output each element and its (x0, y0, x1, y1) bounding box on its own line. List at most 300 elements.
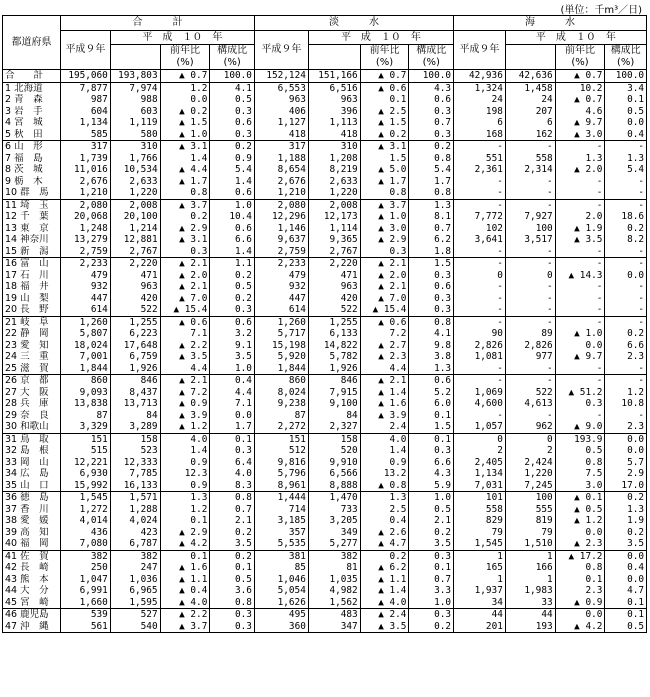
cell-t10: 7,785 (110, 468, 160, 480)
cell-fy: ▲ 3.9 (360, 410, 409, 422)
cell-ts: 1.4 (210, 246, 255, 258)
cell-fy: ▲ 0.7 (360, 70, 409, 83)
pref-cell: 46 鹿児島 (3, 609, 61, 621)
cell-fy: ▲ 2.4 (360, 609, 409, 621)
cell-ty: ▲ 0.9 (160, 398, 210, 410)
cell-s9: - (454, 293, 506, 305)
cell-ss: 1.2 (605, 387, 647, 399)
cell-t9: 4,014 (61, 515, 111, 527)
cell-ss: - (605, 316, 647, 328)
cell-f9: 1,844 (254, 363, 308, 375)
cell-fs: 1.8 (409, 246, 454, 258)
cell-s10: - (505, 187, 555, 199)
cell-fs: 9.8 (409, 340, 454, 352)
cell-sy: ▲ 9.0 (555, 421, 605, 433)
cell-s10: 7,245 (505, 480, 555, 492)
cell-ty: ▲ 2.1 (160, 375, 210, 387)
cell-f10: 6,516 (308, 82, 360, 94)
cell-sy: 3.0 (555, 480, 605, 492)
pref-cell: 37 香 川 (3, 504, 61, 516)
cell-sy: ▲ 3.0 (555, 129, 605, 141)
cell-ts: 7.1 (210, 398, 255, 410)
pref-cell: 32 島 根 (3, 445, 61, 457)
cell-s10: - (505, 293, 555, 305)
cell-fs: 0.7 (409, 117, 454, 129)
cell-f10: 520 (308, 445, 360, 457)
pref-cell: 13 東 京 (3, 223, 61, 235)
cell-s10: - (505, 199, 555, 211)
cell-s9: - (454, 304, 506, 316)
cell-ss: 0.0 (605, 550, 647, 562)
cell-sy: - (555, 187, 605, 199)
cell-fy: ▲ 2.5 (360, 106, 409, 118)
cell-sy: 0.0 (555, 609, 605, 621)
cell-t10: 382 (110, 550, 160, 562)
cell-fy: ▲ 0.6 (360, 82, 409, 94)
cell-fy: 1.4 (360, 445, 409, 457)
cell-sy: 2.3 (555, 585, 605, 597)
cell-t10: 6,759 (110, 351, 160, 363)
cell-t10: 2,767 (110, 246, 160, 258)
table-row (3, 363, 647, 375)
table-row (3, 304, 647, 316)
cell-f9: 5,054 (254, 585, 308, 597)
cell-ts: 0.5 (210, 281, 255, 293)
cell-ss: 5.7 (605, 457, 647, 469)
cell-t9: 561 (61, 621, 111, 633)
cell-ts: 9.1 (210, 340, 255, 352)
cell-t10: 540 (110, 621, 160, 633)
cell-ty: ▲ 4.0 (160, 597, 210, 609)
cell-t9: 250 (61, 562, 111, 574)
cell-s10: - (505, 304, 555, 316)
cell-fy: ▲ 2.1 (360, 258, 409, 270)
cell-ss: 2.3 (605, 351, 647, 363)
cell-ts: 0.6 (210, 223, 255, 235)
cell-t10: 12,333 (110, 457, 160, 469)
cell-s9: - (454, 258, 506, 270)
cell-f10: 151,166 (308, 70, 360, 83)
cell-s9: 198 (454, 106, 506, 118)
pref-cell: 4 宮 城 (3, 117, 61, 129)
total-group-header: 合 計 (61, 16, 255, 31)
cell-fy: 0.2 (360, 550, 409, 562)
cell-s10: 4,613 (505, 398, 555, 410)
cell-s10: 0 (505, 433, 555, 445)
cell-f10: 1,113 (308, 117, 360, 129)
cell-ts: 1.1 (210, 258, 255, 270)
cell-fs: 1.5 (409, 258, 454, 270)
cell-sy: - (555, 293, 605, 305)
table-row (3, 223, 647, 235)
cell-f10: 12,173 (308, 211, 360, 223)
cell-s9: 102 (454, 223, 506, 235)
cell-t10: 1,119 (110, 117, 160, 129)
cell-s9: 90 (454, 328, 506, 340)
cell-ts: 0.7 (210, 504, 255, 516)
cell-f9: 85 (254, 562, 308, 574)
cell-t10: 1,214 (110, 223, 160, 235)
cell-fs: 5.9 (409, 480, 454, 492)
cell-t10: 3,289 (110, 421, 160, 433)
cell-ty: ▲ 15.4 (160, 304, 210, 316)
cell-s9: 44 (454, 609, 506, 621)
cell-fs: 0.3 (409, 445, 454, 457)
cell-sy: ▲ 0.5 (555, 504, 605, 516)
cell-s10: 555 (505, 504, 555, 516)
cell-ty: 7.1 (160, 328, 210, 340)
cell-ts: 0.3 (210, 129, 255, 141)
cell-f10: 2,767 (308, 246, 360, 258)
cell-fs: 0.6 (409, 94, 454, 106)
cell-ty: ▲ 3.1 (160, 234, 210, 246)
cell-fs: 1.7 (409, 176, 454, 188)
cell-fy: ▲ 3.5 (360, 621, 409, 633)
cell-f10: 310 (308, 141, 360, 153)
table-row (3, 445, 647, 457)
cell-ts: 100.0 (210, 70, 255, 83)
cell-ss: 3.5 (605, 538, 647, 550)
cell-t10: 423 (110, 527, 160, 539)
cell-sy: ▲ 14.3 (555, 270, 605, 282)
cell-sy: ▲ 9.7 (555, 351, 605, 363)
cell-f10: 963 (308, 281, 360, 293)
cell-ts: 6.6 (210, 234, 255, 246)
total-h10-header: 平 成 １０ 年 (110, 31, 254, 45)
cell-f10: 3,205 (308, 515, 360, 527)
cell-ty: 0.2 (160, 211, 210, 223)
cell-f9: 406 (254, 106, 308, 118)
cell-fy: ▲ 3.0 (360, 223, 409, 235)
cell-t10: 522 (110, 304, 160, 316)
cell-t9: 585 (61, 129, 111, 141)
cell-ss: 0.0 (605, 574, 647, 586)
cell-s10: - (505, 246, 555, 258)
cell-t9: 18,024 (61, 340, 111, 352)
cell-s10: 100 (505, 492, 555, 504)
cell-s10: - (505, 316, 555, 328)
cell-fy: 0.4 (360, 515, 409, 527)
cell-f9: 2,272 (254, 421, 308, 433)
cell-ss: - (605, 176, 647, 188)
cell-ty: ▲ 2.0 (160, 270, 210, 282)
cell-ss: 6.6 (605, 340, 647, 352)
cell-t9: 87 (61, 410, 111, 422)
table-row (3, 480, 647, 492)
cell-ss: 0.4 (605, 129, 647, 141)
cell-fs: 8.1 (409, 211, 454, 223)
cell-fs: 4.3 (409, 82, 454, 94)
cell-s9: 2,361 (454, 164, 506, 176)
pref-cell: 47 沖 縄 (3, 621, 61, 633)
cell-ty: ▲ 3.7 (160, 621, 210, 633)
cell-f9: 963 (254, 94, 308, 106)
cell-t9: 2,759 (61, 246, 111, 258)
pref-cell: 42 長 崎 (3, 562, 61, 574)
total-yoy-header: 前年比 (%) (160, 45, 210, 70)
cell-t10: 2,008 (110, 199, 160, 211)
cell-f9: 418 (254, 129, 308, 141)
pref-cell: 14 神奈川 (3, 234, 61, 246)
cell-ts: 10.4 (210, 211, 255, 223)
cell-t9: 1,739 (61, 153, 111, 165)
table-row (3, 106, 647, 118)
cell-f10: 1,562 (308, 597, 360, 609)
cell-t10: 12,881 (110, 234, 160, 246)
cell-t9: 515 (61, 445, 111, 457)
cell-ss: - (605, 141, 647, 153)
cell-fs: 0.1 (409, 433, 454, 445)
cell-s9: 7,772 (454, 211, 506, 223)
cell-t10: 10,534 (110, 164, 160, 176)
cell-f9: 479 (254, 270, 308, 282)
cell-ty: ▲ 7.2 (160, 387, 210, 399)
cell-t10: 158 (110, 433, 160, 445)
cell-t9: 604 (61, 106, 111, 118)
cell-f10: 349 (308, 527, 360, 539)
cell-ts: 3.5 (210, 351, 255, 363)
cell-t10: 247 (110, 562, 160, 574)
cell-fy: ▲ 2.6 (360, 527, 409, 539)
cell-sy: ▲ 0.7 (555, 70, 605, 83)
table-row (3, 141, 647, 153)
cell-f10: 420 (308, 293, 360, 305)
cell-fs: 100.0 (409, 70, 454, 83)
cell-s9: 1 (454, 550, 506, 562)
pref-cell: 9 栃 木 (3, 176, 61, 188)
cell-ty: 0.8 (160, 187, 210, 199)
cell-sy: ▲ 0.7 (555, 94, 605, 106)
cell-s10: - (505, 258, 555, 270)
cell-fy: ▲ 1.0 (360, 211, 409, 223)
cell-fs: 3.3 (409, 585, 454, 597)
cell-f10: 2,220 (308, 258, 360, 270)
table-row (3, 387, 647, 399)
cell-f10: 1,926 (308, 363, 360, 375)
pref-cell: 34 広 島 (3, 468, 61, 480)
pref-cell: 7 福 島 (3, 153, 61, 165)
cell-f9: 360 (254, 621, 308, 633)
cell-fs: 0.3 (409, 609, 454, 621)
table-row (3, 164, 647, 176)
cell-sy: ▲ 1.9 (555, 223, 605, 235)
cell-t10: 16,133 (110, 480, 160, 492)
cell-f9: 8,961 (254, 480, 308, 492)
cell-s9: 829 (454, 515, 506, 527)
cell-t10: 7,974 (110, 82, 160, 94)
cell-ts: 0.3 (210, 106, 255, 118)
cell-sy: - (555, 316, 605, 328)
cell-s9: 558 (454, 504, 506, 516)
cell-ss: 10.8 (605, 398, 647, 410)
cell-f9: 5,717 (254, 328, 308, 340)
cell-fy: 2.5 (360, 504, 409, 516)
cell-sy: 1.3 (555, 153, 605, 165)
cell-fs: 0.8 (409, 187, 454, 199)
cell-ts: 1.0 (210, 363, 255, 375)
cell-ss: 0.0 (605, 433, 647, 445)
cell-sy: ▲ 2.0 (555, 164, 605, 176)
cell-ts: 4.4 (210, 387, 255, 399)
sea-group-header: 海 水 (454, 16, 647, 31)
cell-f10: 1,114 (308, 223, 360, 235)
cell-fy: ▲ 1.4 (360, 387, 409, 399)
cell-f10: 81 (308, 562, 360, 574)
pref-cell: 10 群 馬 (3, 187, 61, 199)
cell-t10: 1,766 (110, 153, 160, 165)
fresh-h9-header: 平成９年 (254, 31, 308, 70)
cell-sy: - (555, 141, 605, 153)
cell-s9: 3,641 (454, 234, 506, 246)
cell-fs: 5.4 (409, 164, 454, 176)
cell-t9: 860 (61, 375, 111, 387)
cell-ty: ▲ 3.9 (160, 410, 210, 422)
cell-f10: 2,633 (308, 176, 360, 188)
cell-fy: 1.3 (360, 492, 409, 504)
table-row (3, 550, 647, 562)
table-row (3, 340, 647, 352)
pref-cell: 17 石 川 (3, 270, 61, 282)
cell-s10: 1,220 (505, 468, 555, 480)
cell-ss: 0.2 (605, 223, 647, 235)
cell-s10: 42,636 (505, 70, 555, 83)
sea-yoy-header: 前年比 (%) (555, 45, 605, 70)
cell-ts: 1.4 (210, 176, 255, 188)
cell-s10: 2,826 (505, 340, 555, 352)
cell-f10: 6,133 (308, 328, 360, 340)
cell-ty: ▲ 2.9 (160, 527, 210, 539)
cell-s10: 1,458 (505, 82, 555, 94)
cell-s10: 33 (505, 597, 555, 609)
pref-cell: 38 愛 媛 (3, 515, 61, 527)
cell-ty: ▲ 1.2 (160, 421, 210, 433)
cell-s9: - (454, 199, 506, 211)
cell-t9: 1,210 (61, 187, 111, 199)
cell-s10: 2,424 (505, 457, 555, 469)
cell-s10: 0 (505, 270, 555, 282)
cell-s10: 962 (505, 421, 555, 433)
cell-t10: 420 (110, 293, 160, 305)
pref-cell: 12 千 葉 (3, 211, 61, 223)
cell-f9: 447 (254, 293, 308, 305)
cell-sy: ▲ 1.2 (555, 515, 605, 527)
cell-fy: ▲ 7.0 (360, 293, 409, 305)
cell-t9: 539 (61, 609, 111, 621)
pref-cell: 24 三 重 (3, 351, 61, 363)
cell-ts: 8.3 (210, 480, 255, 492)
pref-cell: 40 福 岡 (3, 538, 61, 550)
table-row (3, 176, 647, 188)
pref-cell: 18 福 井 (3, 281, 61, 293)
cell-s9: - (454, 363, 506, 375)
cell-s9: 551 (454, 153, 506, 165)
cell-f10: 4,982 (308, 585, 360, 597)
cell-t10: 84 (110, 410, 160, 422)
pref-cell: 3 岩 手 (3, 106, 61, 118)
cell-t9: 12,221 (61, 457, 111, 469)
pref-cell: 41 佐 賀 (3, 550, 61, 562)
cell-fs: 0.2 (409, 621, 454, 633)
cell-s10: 100 (505, 223, 555, 235)
pref-cell: 30 和歌山 (3, 421, 61, 433)
cell-ty: ▲ 2.2 (160, 340, 210, 352)
cell-t9: 13,838 (61, 398, 111, 410)
cell-ss: 3.4 (605, 82, 647, 94)
cell-ss: 4.7 (605, 585, 647, 597)
cell-fy: ▲ 3.1 (360, 141, 409, 153)
cell-t10: 1,288 (110, 504, 160, 516)
cell-t10: 846 (110, 375, 160, 387)
cell-ss: - (605, 293, 647, 305)
cell-f9: 12,296 (254, 211, 308, 223)
cell-t9: 382 (61, 550, 111, 562)
cell-s10: 1 (505, 574, 555, 586)
cell-s10: 162 (505, 129, 555, 141)
cell-f9: 1,127 (254, 117, 308, 129)
cell-s10: 166 (505, 562, 555, 574)
fresh-group-header: 淡 水 (254, 16, 453, 31)
pref-cell: 23 愛 知 (3, 340, 61, 352)
cell-f9: 317 (254, 141, 308, 153)
cell-sy: ▲ 4.2 (555, 621, 605, 633)
pref-cell: 22 静 岡 (3, 328, 61, 340)
cell-s9: 79 (454, 527, 506, 539)
cell-ts: 0.8 (210, 597, 255, 609)
cell-t9: 7,080 (61, 538, 111, 550)
table-row (3, 468, 647, 480)
cell-fy: ▲ 3.7 (360, 199, 409, 211)
cell-s9: 1 (454, 574, 506, 586)
cell-ss: 8.2 (605, 234, 647, 246)
cell-s10: 1,983 (505, 585, 555, 597)
pref-cell: 44 大 分 (3, 585, 61, 597)
pref-header: 都道府県 (3, 16, 61, 70)
cell-s10: - (505, 176, 555, 188)
cell-f10: 418 (308, 129, 360, 141)
cell-ty: ▲ 0.4 (160, 585, 210, 597)
cell-ty: ▲ 1.1 (160, 574, 210, 586)
cell-ty: ▲ 0.6 (160, 316, 210, 328)
cell-f9: 614 (254, 304, 308, 316)
cell-f10: 9,100 (308, 398, 360, 410)
cell-s9: 2,405 (454, 457, 506, 469)
cell-ss: 2.3 (605, 421, 647, 433)
cell-t9: 5,807 (61, 328, 111, 340)
cell-fs: 0.3 (409, 270, 454, 282)
cell-t10: 2,633 (110, 176, 160, 188)
cell-ty: 4.0 (160, 433, 210, 445)
cell-ss: 17.0 (605, 480, 647, 492)
cell-ts: 1.7 (210, 421, 255, 433)
table-row (3, 153, 647, 165)
cell-t10: 1,255 (110, 316, 160, 328)
cell-t10: 6,965 (110, 585, 160, 597)
table-row (3, 492, 647, 504)
cell-f9: 15,198 (254, 340, 308, 352)
cell-t9: 1,248 (61, 223, 111, 235)
table-row (3, 316, 647, 328)
cell-sy: 0.3 (555, 398, 605, 410)
cell-s9: 1,545 (454, 538, 506, 550)
pref-cell: 2 青 森 (3, 94, 61, 106)
cell-ss: 18.6 (605, 211, 647, 223)
table-row (3, 129, 647, 141)
cell-fs: 1.3 (409, 363, 454, 375)
cell-t10: 1,036 (110, 574, 160, 586)
cell-s9: 1,069 (454, 387, 506, 399)
cell-t9: 9,093 (61, 387, 111, 399)
cell-t9: 7,877 (61, 82, 111, 94)
